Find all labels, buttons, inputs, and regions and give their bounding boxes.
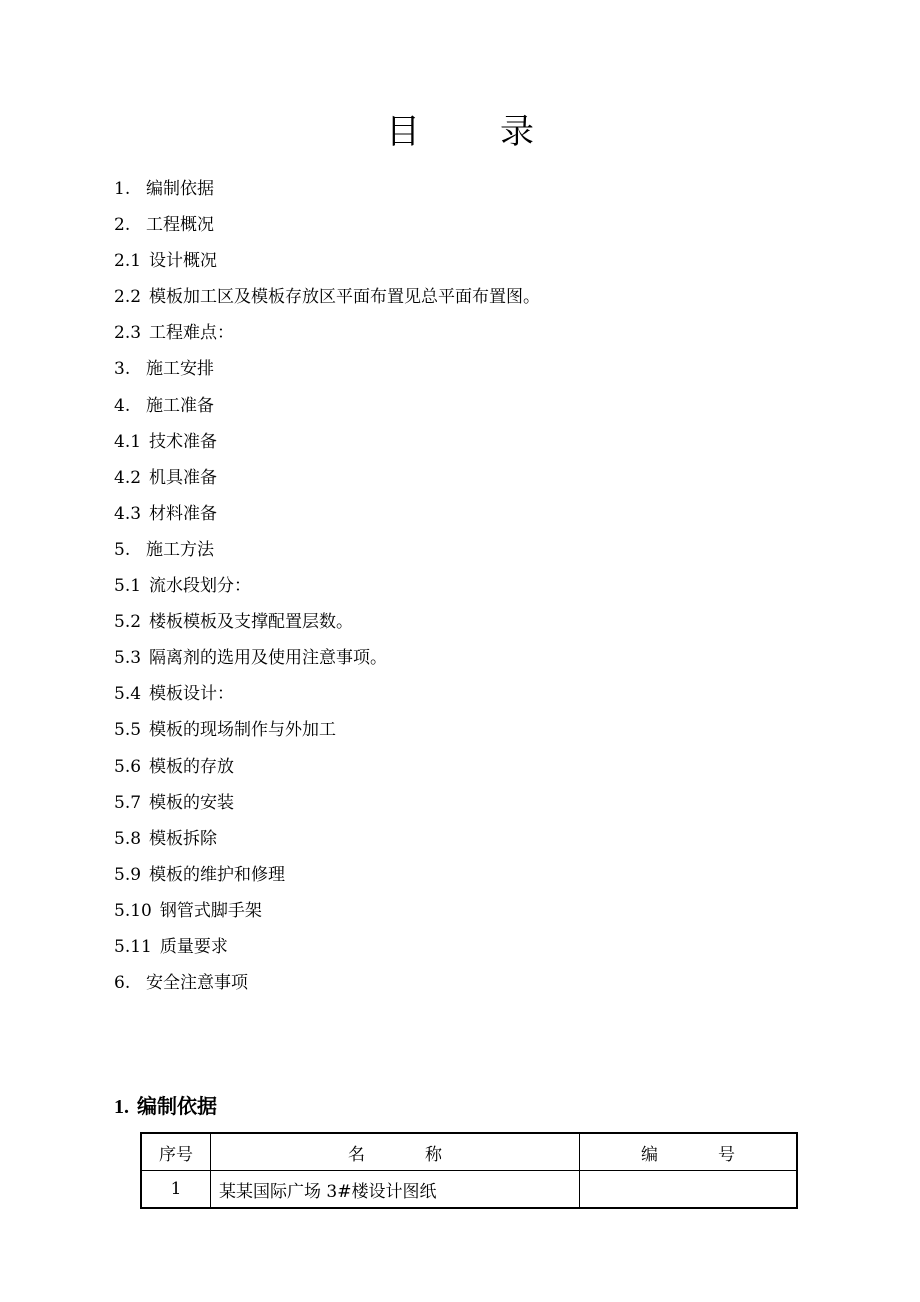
toc-number: 2.1 xyxy=(114,251,142,272)
toc-item[interactable] xyxy=(114,932,540,968)
toc-item[interactable] xyxy=(114,752,540,788)
toc-item[interactable] xyxy=(114,318,540,354)
toc-number: 5.6 xyxy=(114,756,142,777)
toc-text: 钢管式脚手架 xyxy=(159,900,262,921)
toc-number: 4. xyxy=(114,395,131,416)
toc-number: 5.5 xyxy=(114,720,142,741)
toc-item[interactable] xyxy=(114,246,540,282)
table-row xyxy=(141,1171,797,1209)
toc-text: 模板的安装 xyxy=(149,792,235,813)
toc-number: 5.7 xyxy=(114,792,142,813)
toc-item[interactable] xyxy=(114,463,540,499)
toc-number: 6. xyxy=(114,973,131,994)
toc-item[interactable] xyxy=(114,210,540,246)
cell-name: 某某国际广场 3#楼设计图纸 xyxy=(211,1171,580,1209)
toc-item[interactable] xyxy=(114,860,540,896)
title-char-2: 录 xyxy=(500,112,534,152)
toc-item[interactable] xyxy=(114,427,540,463)
section-number: 1. xyxy=(114,1096,129,1118)
toc-item[interactable] xyxy=(114,896,540,932)
table-header-row xyxy=(141,1133,797,1171)
cell-index: 1 xyxy=(141,1171,211,1209)
toc-item[interactable] xyxy=(114,679,540,715)
toc-text: 材料准备 xyxy=(149,503,218,524)
header-name-text: 名称 xyxy=(348,1144,502,1165)
toc-text: 设计概况 xyxy=(149,251,218,272)
toc-number: 5.10 xyxy=(114,900,152,921)
toc-text: 施工安排 xyxy=(146,359,214,380)
toc-item[interactable] xyxy=(114,499,540,535)
toc-text: 机具准备 xyxy=(149,467,218,488)
toc-text: 模板加工区及模板存放区平面布置见总平面布置图。 xyxy=(149,287,541,308)
toc-number: 5.2 xyxy=(114,612,142,633)
cell-code xyxy=(580,1171,798,1209)
toc-number: 4.3 xyxy=(114,503,142,524)
header-code xyxy=(580,1133,798,1171)
toc-number: 5.11 xyxy=(114,936,152,957)
toc-text: 隔离剂的选用及使用注意事项。 xyxy=(149,648,388,669)
toc-item[interactable] xyxy=(114,968,540,1004)
basis-table xyxy=(140,1132,798,1209)
toc-number: 2. xyxy=(114,215,131,236)
toc-text: 施工方法 xyxy=(146,539,214,560)
toc-item[interactable] xyxy=(114,824,540,860)
toc-item[interactable] xyxy=(114,788,540,824)
toc-item[interactable] xyxy=(114,535,540,571)
header-index: 序号 xyxy=(141,1133,211,1171)
toc-item[interactable] xyxy=(114,643,540,679)
toc-number: 5. xyxy=(114,539,131,560)
toc-number: 3. xyxy=(114,359,131,380)
toc-item[interactable] xyxy=(114,607,540,643)
toc-number: 5.9 xyxy=(114,864,142,885)
toc-text: 编制依据 xyxy=(146,179,214,199)
toc-text: 楼板模板及支撑配置层数。 xyxy=(149,612,354,633)
toc-number: 2.3 xyxy=(114,323,142,344)
toc-text: 模板拆除 xyxy=(149,828,218,849)
toc-text: 模板的存放 xyxy=(149,756,235,777)
toc-text: 技术准备 xyxy=(149,431,218,452)
toc-text: 模板的现场制作与外加工 xyxy=(149,720,337,741)
toc-item[interactable] xyxy=(114,391,540,427)
table-of-contents xyxy=(114,174,540,1004)
section-title: 编制依据 xyxy=(137,1094,217,1118)
title-char-1: 目 xyxy=(386,112,420,152)
toc-item[interactable] xyxy=(114,282,540,318)
toc-number: 1. xyxy=(114,179,131,199)
toc-text: 质量要求 xyxy=(159,936,228,957)
toc-number: 4.1 xyxy=(114,431,142,452)
toc-number: 4.2 xyxy=(114,467,142,488)
toc-text: 工程概况 xyxy=(146,215,214,236)
header-code-text: 编号 xyxy=(641,1144,795,1165)
page-title xyxy=(0,104,920,153)
toc-text: 安全注意事项 xyxy=(146,973,248,994)
section-heading xyxy=(114,1090,217,1119)
toc-item[interactable] xyxy=(114,571,540,607)
toc-number: 5.1 xyxy=(114,576,142,597)
toc-number: 2.2 xyxy=(114,287,142,308)
toc-number: 5.3 xyxy=(114,648,142,669)
toc-number: 5.4 xyxy=(114,684,142,705)
toc-text: 流水段划分： xyxy=(149,576,252,597)
toc-number: 5.8 xyxy=(114,828,142,849)
toc-text: 模板的维护和修理 xyxy=(149,864,286,885)
toc-item[interactable] xyxy=(114,715,540,751)
toc-item[interactable] xyxy=(114,354,540,390)
header-name xyxy=(211,1133,580,1171)
toc-text: 施工准备 xyxy=(146,395,214,416)
toc-text: 工程难点： xyxy=(149,323,235,344)
toc-text: 模板设计： xyxy=(149,684,235,705)
toc-item[interactable] xyxy=(114,174,540,210)
